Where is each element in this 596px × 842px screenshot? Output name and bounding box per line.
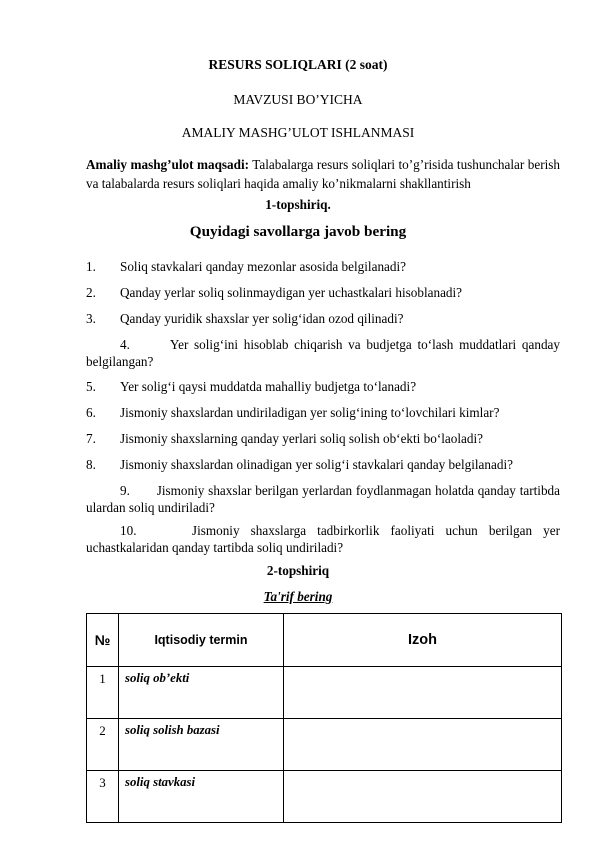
header-izoh: Izoh [284, 614, 562, 667]
question-item [86, 284, 560, 301]
question-text: 4. Yer solig‘ini hisoblab chiqarish va budjetga to‘lash muddatlari qanday belgilangan? [86, 337, 560, 369]
row-number: 1 [87, 667, 119, 719]
document-title: RESURS SOLIQLARI (2 soat) [208, 57, 388, 72]
row-izoh [284, 719, 562, 771]
question-text: Jismoniy shaxslarning qanday yerlari soliq solish ob‘ekti bo‘laoladi? [120, 431, 483, 446]
document-subtitle-type: AMALIY MASHG’ULOT ISHLANMASI [181, 125, 415, 140]
row-izoh [284, 667, 562, 719]
row-izoh [284, 771, 562, 823]
question-item [86, 482, 560, 516]
question-item [86, 310, 560, 327]
question-item [86, 456, 560, 473]
question-number: 1. [86, 259, 96, 274]
task2-instruction: Ta'rif bering [263, 589, 333, 604]
goal-label: Amaliy mashg’ulot maqsadi: [86, 157, 250, 172]
question-text: Qanday yuridik shaxslar yer solig‘idan ozod qilinadi? [120, 311, 404, 326]
question-number: 2. [86, 285, 96, 300]
question-text: 10. Jismoniy shaxslarga tadbirkorlik faoliyati uchun berilgan yer uchastkalaridan qanday tartibda soliq undiriladi? [86, 523, 560, 555]
table-header-row [87, 614, 562, 667]
task2-heading: 2-topshiriq [266, 563, 330, 578]
question-number: 8. [86, 457, 96, 472]
question-item [86, 404, 560, 421]
document-subtitle-topic: MAVZUSI BO’YICHA [233, 92, 363, 107]
table-row [87, 719, 562, 771]
row-term: soliq solish bazasi [119, 719, 284, 771]
question-item [86, 378, 560, 395]
question-item [86, 522, 560, 556]
question-number: 7. [86, 431, 96, 446]
header-term: Iqtisodiy termin [119, 614, 284, 667]
question-text: Yer solig‘i qaysi muddatda mahalliy budjetga to‘lanadi? [120, 379, 417, 394]
question-number: 6. [86, 405, 96, 420]
question-number: 3. [86, 311, 96, 326]
goal-text: Talabalarga resurs soliqlari to’g’risida tushunchalar berish va talabalarda resurs soliqlari haqida amaliy ko’nikmalarni shakllantirish [86, 157, 560, 191]
row-number: 2 [87, 719, 119, 771]
question-text: 9. Jismoniy shaxslar berilgan yerlardan foydlanmagan holatda qanday tartibda ulardan soliq undiriladi? [86, 483, 560, 515]
table-row [87, 771, 562, 823]
task1-heading: 1-topshiriq. [265, 197, 331, 212]
question-text: Jismoniy shaxslardan undiriladigan yer solig‘ining to‘lovchilari kimlar? [120, 405, 500, 420]
question-item [86, 336, 560, 370]
header-number: № [87, 614, 119, 667]
definitions-table [86, 613, 562, 823]
question-item [86, 430, 560, 447]
row-term: soliq ob’ekti [119, 667, 284, 719]
table-row [87, 667, 562, 719]
row-term: soliq stavkasi [119, 771, 284, 823]
question-number: 5. [86, 379, 96, 394]
question-item [86, 258, 560, 275]
row-number: 3 [87, 771, 119, 823]
task1-instruction: Quyidagi savollarga javob bering [189, 223, 407, 240]
question-text: Jismoniy shaxslardan olinadigan yer solig‘i stavkalari qanday belgilanadi? [120, 457, 513, 472]
goal-paragraph [86, 155, 560, 193]
question-text: Qanday yerlar soliq solinmaydigan yer uchastkalari hisoblanadi? [120, 285, 463, 300]
question-text: Soliq stavkalari qanday mezonlar asosida belgilanadi? [120, 259, 407, 274]
